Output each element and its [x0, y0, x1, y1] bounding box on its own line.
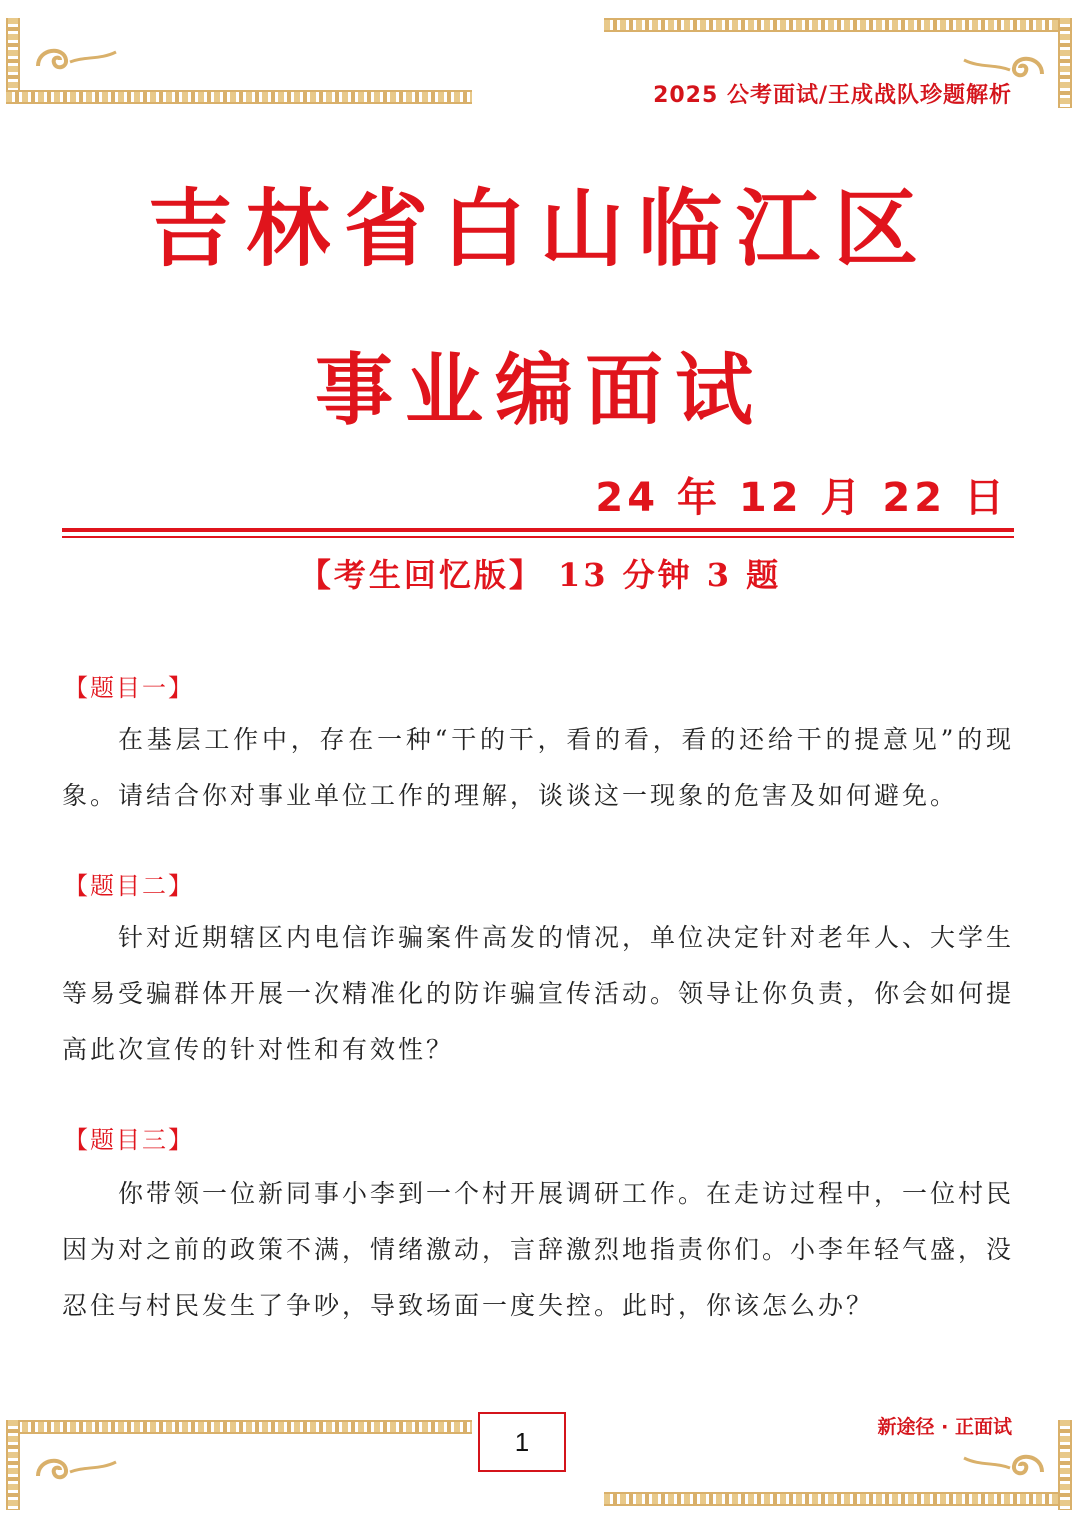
border-ornament-right-top — [1058, 18, 1072, 108]
question-1-text: 在基层工作中，存在一种“干的干，看的看，看的还给干的提意见”的现象。请结合你对事业单位工作的理解，谈谈这一现象的危害及如何避免。 — [62, 725, 1014, 810]
cloud-scroll-icon — [30, 38, 120, 78]
border-ornament-bottom-left — [6, 1420, 472, 1434]
cloud-scroll-icon — [30, 1448, 120, 1488]
page-number: 1 — [478, 1412, 566, 1472]
divider-thin — [62, 536, 1014, 538]
question-1-label: 【题目一】 — [64, 674, 194, 702]
question-3-text: 你带领一位新同事小李到一个村开展调研工作。在走访过程中，一位村民因为对之前的政策不满，情绪激动，言辞激烈地指责你们。小李年轻气盛，没忍住与村民发生了争吵，导致场面一度失控。此时，你该怎么办？ — [62, 1179, 1015, 1320]
border-ornament-left-bottom — [6, 1420, 20, 1510]
question-3-label: 【题目三】 — [64, 1126, 194, 1154]
edition-note: 【考生回忆版】 13 分钟 3 题 — [298, 556, 782, 594]
sub-title: 事业编面试 — [314, 345, 765, 436]
border-ornament-left-top — [6, 18, 20, 98]
border-ornament-top-left — [6, 90, 472, 104]
header-caption: 2025 公考面试/王成战队珍题解析 — [653, 83, 1012, 108]
footer-brand: 新途径 · 正面试 — [877, 1416, 1012, 1438]
divider-thick — [62, 528, 1014, 532]
border-ornament-bottom-right — [604, 1492, 1064, 1506]
question-2-text: 针对近期辖区内电信诈骗案件高发的情况，单位决定针对老年人、大学生等易受骗群体开展一次精准化的防诈骗宣传活动。领导让你负责，你会如何提高此次宣传的针对性和有效性？ — [62, 923, 1015, 1064]
border-ornament-right-bottom — [1058, 1420, 1072, 1510]
cloud-scroll-icon — [960, 1444, 1050, 1484]
question-2-label: 【题目二】 — [64, 872, 194, 900]
exam-date: 24 年 12 月 22 日 — [595, 475, 1008, 521]
main-title: 吉林省白山临江区 — [147, 179, 932, 278]
border-ornament-top-right — [604, 18, 1064, 32]
